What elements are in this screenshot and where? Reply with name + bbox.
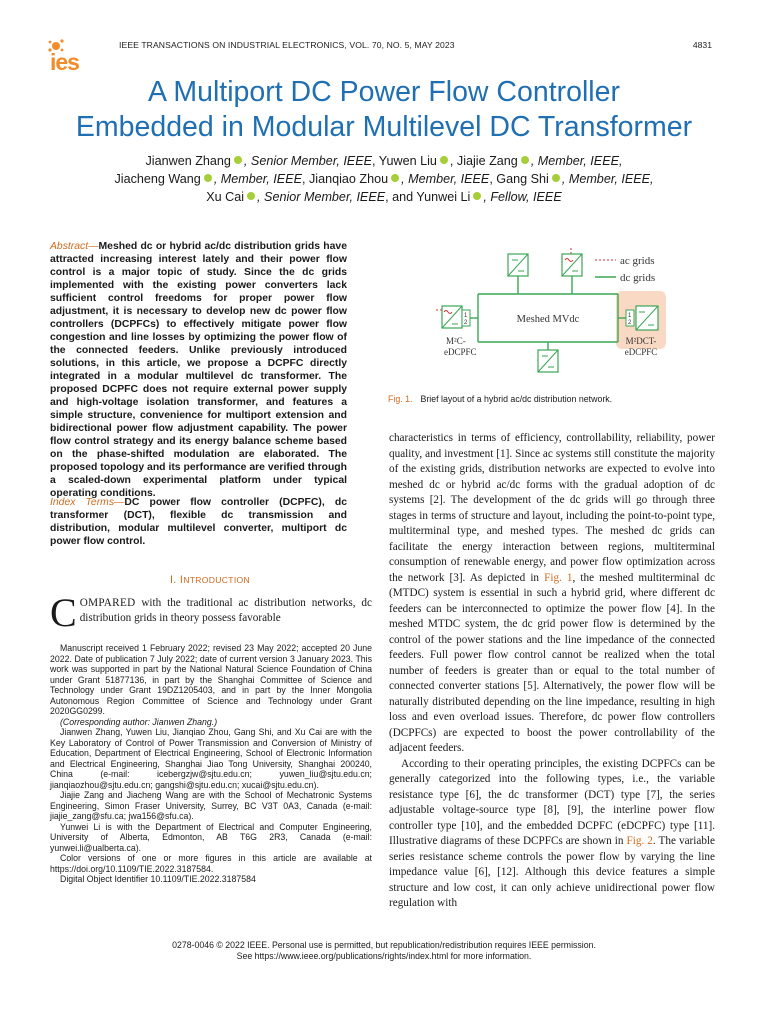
abstract-label: Abstract— <box>50 241 99 252</box>
author-list <box>40 152 728 206</box>
footnote-color: Color versions of one or more figures in this article are available at https://doi.org/10.1109/TIE.2022.3187584. <box>50 853 372 874</box>
intro-caps: OMPARED <box>79 597 136 609</box>
footnote-affiliation: Yunwei Li is with the Department of Electrical and Computer Engineering, University of Alberta, Edmonton, AB T6G 2R3, Canada (e-mail: yunwei.li@ualberta.ca). <box>50 821 372 853</box>
svg-text:1: 1 <box>464 313 468 319</box>
author-role: , Member, IEEE <box>401 172 490 186</box>
section-title-rest: NTRODUCTION <box>183 575 251 585</box>
right-column-text <box>389 431 715 912</box>
page-header <box>0 0 768 74</box>
intro-text: with the traditional ac distribution networks, dc distribution grids in theory possess favorable <box>79 597 372 625</box>
author-line-3 <box>40 188 728 206</box>
footnote-doi: Digital Object Identifier 10.1109/TIE.2022.3187584 <box>60 874 256 884</box>
section-title-initial: I <box>179 574 184 586</box>
copyright-footer <box>0 940 768 962</box>
author-role: , Member, IEEE, <box>530 154 623 168</box>
converter-right <box>626 306 658 330</box>
paragraph <box>389 757 715 912</box>
journal-name: IEEE TRANSACTIONS ON INDUSTRIAL ELECTRONICS, VOL. 70, NO. 5, MAY 2023 <box>119 40 455 50</box>
intro-paragraph <box>50 590 372 635</box>
figure-1-diagram <box>388 238 728 378</box>
meshed-mvdc-label: Meshed MVdc <box>516 314 580 325</box>
index-terms-text: DC power flow controller (DCPFC), dc transformer (DCT), flexible dc transmission and distribution, modular multilevel converter, multiport dc power flow control. <box>50 497 347 547</box>
orcid-icon[interactable] <box>234 156 242 164</box>
svg-text:1: 1 <box>628 313 632 319</box>
section-heading <box>50 574 370 586</box>
orcid-icon[interactable] <box>521 156 529 164</box>
converter-left <box>442 306 470 328</box>
paragraph-text: According to their operating principles, the existing DCPFCs can be generally categorized into the following types, i.e., the variable resistance type [6], the dc transformer (DCT) type [7], the series adjustable voltage-source type [8], [9], the interline power flow controller type [10], and the embedded DCPFC (eDCPFC) type [11]. Illustrative diagrams of these DCPFCs are shown in <box>389 757 715 847</box>
author-role: , Senior Member, IEEE <box>257 190 386 204</box>
ac-lines <box>436 248 571 310</box>
footnote-corresponding: (Corresponding author: Jianwen Zhang.) <box>60 716 218 727</box>
paragraph <box>389 431 715 757</box>
left-label-2: eDCPFC <box>444 347 477 357</box>
figure-caption-label: Fig. 1. <box>388 394 413 404</box>
author-name: , Yuwen Liu <box>372 154 437 168</box>
author-line-2 <box>40 170 728 188</box>
copyright-line: 0278-0046 © 2022 IEEE. Personal use is permitted, but republication/redistribution requires IEEE permission. <box>172 940 596 950</box>
index-terms-label: Index Terms— <box>50 497 125 508</box>
left-label-1: M²C- <box>446 336 466 346</box>
title-line-2: Embedded in Modular Multilevel DC Transformer <box>75 111 693 143</box>
author-role: , Member, IEEE <box>213 172 302 186</box>
paragraph-text: . The variable series resistance scheme controls the power flow by varying the line impedance value [6], [12]. Although this device features a simple structure and low cost, it can only achieve unidirectional power flow regulation with <box>389 835 716 909</box>
drop-cap: C <box>50 590 77 635</box>
footnote-manuscript: Manuscript received 1 February 2022; revised 23 May 2022; accepted 20 June 2022. Date of publication 7 July 2022; date of current version 3 January 2023. This work was supported in part by the National Natural Science Foundation of China under Grant 51877136, in part by the Shanghai Committee of Science and Technology under Grant 19DZ1205403, and in part by the Inner Mongolia Autonomous Region Committee of Science and Technology under Grant 2020GG0299. <box>50 643 372 716</box>
logo-text: ies <box>50 49 79 74</box>
author-role: , Senior Member, IEEE <box>243 154 373 168</box>
paragraph-text: characteristics in terms of efficiency, controllability, reliability, power quality, and investment [1]. Since ac systems still constitute the majority of the existing grids, distribution networks are expected to evolve into meshed dc or hybrid ac/dc forms with the gradual adoption of dc systems [2]. The development of the dc grids will go through three stages in terms of structure and layout, including the point-to-point type, multiterminal type, and meshed types. The meshed dc grids can facilitate the energy interaction between regions, multiterminal consumption of renewable energy, and power flow optimization across the network [3]. As depicted in <box>389 432 715 584</box>
orcid-icon[interactable] <box>204 174 212 182</box>
figure-1-caption <box>388 394 728 404</box>
section-number: I. <box>169 574 177 586</box>
converter-top-right <box>562 254 582 276</box>
figure-link[interactable]: Fig. 2 <box>626 835 653 847</box>
right-label-2: eDCPFC <box>624 347 658 357</box>
footnotes <box>50 643 372 885</box>
orcid-icon[interactable] <box>440 156 448 164</box>
ies-logo <box>46 38 106 74</box>
author-name: Xu Cai <box>206 190 245 204</box>
svg-text:2: 2 <box>464 320 468 326</box>
paper-title <box>40 75 728 145</box>
author-name: , Gang Shi <box>489 172 549 186</box>
author-line-1 <box>40 152 728 170</box>
abstract-text: Meshed dc or hybrid ac/dc distribution grids have attracted increasing interest lately and their power flow control is a major topic of study. Since the dc grids implemented with the existing power converters lack sufficient control freedoms for proper power flow adjustment, it is necessary to develop new dc power flow controllers (DCPFCs) to effectively mitigate power flow congestion and line losses by optimizing the power flow of the connected feeders. Unlike previously introduced solutions, in this article, we propose a DCPFC directly integrated in a modular multilevel dc transformer. The proposed DCPFC does not require external power supply and high-voltage isolation transformer, and features a simple structure, convenience for multiport extension and bidirectional power flow adjustment capability. The power flow control strategy and its energy balance scheme based on the phase-shifted modulation are elaborated. The proposed topology and its performance are verified through a scaled-down experimental platform under typical operating conditions. <box>50 241 347 499</box>
author-role: , Fellow, IEEE <box>483 190 562 204</box>
author-name: , Jiajie Zang <box>449 154 518 168</box>
converter-top-left <box>508 254 528 276</box>
author-name: , and Yunwei Li <box>385 190 471 204</box>
legend-ac-label: ac grids <box>620 255 655 267</box>
converter-bottom <box>538 350 558 372</box>
title-line-1: A Multiport DC Power Flow Controller <box>148 76 620 108</box>
figure-link[interactable]: Fig. 1 <box>544 571 573 584</box>
legend-dc-label: dc grids <box>620 272 656 284</box>
orcid-icon[interactable] <box>247 192 255 200</box>
right-label-1: M²DCT- <box>625 336 657 346</box>
page-number: 4831 <box>692 40 712 50</box>
abstract <box>50 240 347 500</box>
author-role: , Member, IEEE, <box>561 172 654 186</box>
index-terms <box>50 496 347 548</box>
svg-text:2: 2 <box>628 320 632 326</box>
author-name: Jianwen Zhang <box>145 154 231 168</box>
footnote-affiliation: Jianwen Zhang, Yuwen Liu, Jianqiao Zhou, Gang Shi, and Xu Cai are with the Key Laboratory of Control of Power Transmission and Conversion of Ministry of Education, Department of Electrical Engineering, School of Electronic Information and Electrical Engineering, Shanghai Jiao Tong University, Shanghai 200240, China (e-mail: icebergzjw@sjtu.edu.cn; yuwen_liu@sjtu.edu.cn; jianqiaozhou@sjtu.edu.cn; gangshi@sjtu.edu.cn; xucai@sjtu.edu.cn). <box>50 727 372 790</box>
orcid-icon[interactable] <box>552 174 560 182</box>
paragraph-text: , the meshed multiterminal dc (MTDC) system is essential in such a hybrid grid, where different dc feeders can be interconnected to optimize the power flow [4]. In the meshed MTDC system, the dc grid power flow is determined by the control of the power stations and the line impedance of the connected feeders. Full power flow control cannot be realized when the total number of feeders is greater than or equal to the total number of connected converter stations [5]. Alternatively, the power flow will be naturally distributed depending on the line impedance, resulting in high loss and even overload issues. Therefore, dc power flow controllers (DCPFCs) are expected to boost the power controllability of the adjacent feeders. <box>389 571 715 754</box>
author-name: Jiacheng Wang <box>114 172 201 186</box>
footnote-affiliation: Jiajie Zang and Jiacheng Wang are with the School of Mechatronic Systems Engineering, Simon Fraser University, Surrey, BC V3T 0A3, Canada (e-mail: jiajie_zang@sfu.ca; jwa156@sfu.ca). <box>50 790 372 821</box>
dc-lines <box>462 276 628 350</box>
rights-line: See https://www.ieee.org/publications/rights/index.html for more information. <box>236 951 532 961</box>
orcid-icon[interactable] <box>391 174 399 182</box>
author-name: , Jianqiao Zhou <box>302 172 389 186</box>
figure-caption-text: Brief layout of a hybrid ac/dc distribution network. <box>420 394 613 404</box>
orcid-icon[interactable] <box>473 192 481 200</box>
